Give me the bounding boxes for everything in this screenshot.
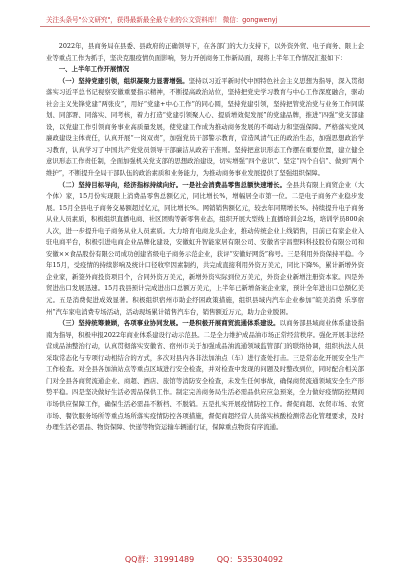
- intro-paragraph: 2022年，县商务局在县委、县政府的正确领导下，在各部门的大力支持下，以外资外贸、电子商务、限上企业等重点工作为抓手，坚决克服疫情负面影响，努力开创商务工作新局面，现将上半年工作情况汇报如下：: [46, 42, 364, 62]
- paragraph-text: 坚持以习近平新时代中国特色社会主义思想为指导，深入贯彻落实习近平总书记视察安徽重要指示精神，不断提高政治站位，坚持把党史学习教育与中心工作深度融合，驱动社会主义先锋党建“两张皮”，用好“党建+中心工作”的同心圆，坚持党建引领，坚持把管党治党与业务工作同谋划、同部署、同落实、同考核，着力打造“党建引领聚人心、提质增效促发展”的党建品牌，推进“四强”党支部建设，以党建工作引领商务事业高质量发展，使党建工作成为推动商务发展的不竭动力和坚强保障。严格落实党风廉政建设主体责任，认真开展“一岗双责”，加强党员干部警示教育，营造风清气正的政治生态，加强思想政治学习教育，认真学习了中国共产党党员领导干部廉洁从政若干准则。坚持把意识形态工作摆在重要位置，建立健全意识形态工作责任制，全面加强机关党支部的思想政治建设，切实增强“四个意识”、坚定“四个自信”、做到“两个维护”，不断提升全局干部队伍的政治素质和业务能力，为推动商务事业发展提供了坚强组织保障。: [46, 76, 365, 178]
- paragraph-text: 全县共有限上商贸企业（大个体）家，15月份实现限上消费品零售总额亿元，同比增长%，增幅居全市第一位。二是电子商务产业稳步发展。15月全县电子商务交易额超过亿元，同比增长%。网销销售额亿元，较去年同期增长%。持续提升电子商务从业人员素质，积极组织直播电商、社区团购等新零售业态，组织开展大型线上直播培训会2场，培训学员800余人次，进一步提升电子商务从业人员素质。大力培育电商龙头企业，推动传统企业上线销售，目前已有家企业入驻电商平台，积极引进电商企业品牌化建设，安徽虹升智能家居有限公司、安徽省宇昌塑料科技股份有限公司和安徽××食品股份有限公司成功创建省级电子商务示范企业，获评“安徽好网货”称号。三是利用外资保持平稳。今年15月，受疫情的持续影响及统计口径收窄因素制约，共完成直接利用外资万美元，同比下降%，累计新增外资企业家，新签外商投资项目个，合同外资万美元，新增外资实际到位万美元，外资企业新增注册资本家。四是外贸进出口发展迅速。15月我县预计完成进出口总额万美元，上半年已新增备案企业家，预计全年进出口总额亿美元。五是消费促进成效显著。积极组织宿州市助企纾困政策措施，组织县域内汽车企业参加“皖美消费 乐享宿州”汽车家电消费专场活动，活动现场累计销售汽车台，销售额近万元，助力企业脱困。: [46, 180, 365, 316]
- footer-qq: QQ：535304092: [216, 555, 284, 564]
- paragraph-coordinated-development: [46, 318, 364, 433]
- paragraph-lead: （二）坚持目标导向，经济指标持续向好。一是社会消费品零售总额快速增长。: [58, 180, 287, 189]
- document-body: [46, 41, 364, 434]
- header-divider: [40, 26, 370, 27]
- paragraph-lead: （一）坚持党建引领，组织凝聚力显著增强。: [58, 76, 189, 85]
- section-heading: 一、上半年工作开展情况: [58, 65, 130, 74]
- paragraph-economic-indicators: [46, 180, 364, 319]
- paragraph-text: 以商务部县域商业体系建设指南为指导，积极申报2022年商业体系建设行动示范县。二是全力维护成品油市场正常经营秩序。强化开展非法经营成品油整治行动，认真贯彻落实安徽省、宿州市关于加强成品油流通领域监管部门的联络协调，组织执法人员采取常态化与专项行动相结合的方式，多次对县内各非法加油点（车）进行查处打击。三是常态化开展安全生产工作检查。对全县各加油站点等重点区域进行安全检查，并对检查中发现的问题及时整改到位，同时配合相关部门对全县各商贸流通企业、商超、酒店、旅馆等消防安全检查，未发生任何事故，确保商贸流通领域安全生产形势平稳。四是坚决做好生活必需品保供工作。制定完善商务局生活必需品供应应急预案，全力做好疫情防控期间市场供应保障工作，确保生活必需品不断档、不脱销。五是扎实开展疫情防控工作。督促商超、农贸市场、农贸市场、餐饮服务场所等重点场所落实疫情防控各项措施，督促商超经营人员落实核酸检测常态化管理要求，及时办理生活必需品、物资保障、快递等物资运输车辆通行证，保障重点物资有序流通。: [46, 319, 365, 432]
- paragraph-lead: （三）坚持统筹兼顾，各项事业协同发展。一是积极开展商贸流通体系建设。: [58, 319, 280, 328]
- header-banner: 关注头条号"公文研究"，获得最新最全最专业的公文资料库！ 微信：gongwenyj: [46, 16, 278, 24]
- footer-qq-group: QQ群：31991489: [124, 555, 195, 564]
- paragraph-party-building: [46, 76, 364, 180]
- footer-contact: [0, 554, 408, 565]
